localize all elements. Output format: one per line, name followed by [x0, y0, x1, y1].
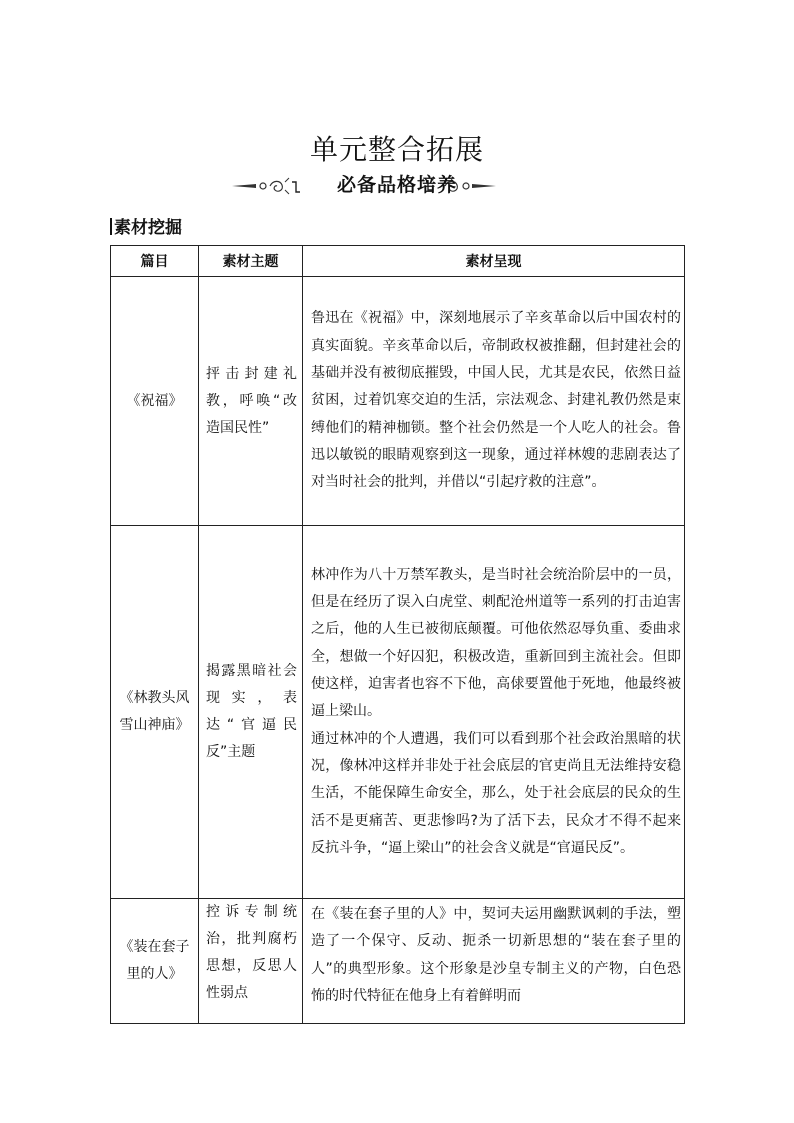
section-heading-label: 素材挖掘: [114, 218, 182, 238]
page-title: 单元整合拓展: [309, 133, 484, 166]
content-paragraph: 在《装在套子里的人》中，契诃夫运用幽默讽刺的手法，塑造了一个保守、反动、扼杀一切新思想的“装在套子里的人”的典型形象。这个形象是沙皇专制主义的产物，白色恐怖的时代特征在他身上有着鲜明而: [311, 906, 681, 1004]
section-banner: [0, 168, 794, 198]
work-cell: 《装在套子里的人》: [111, 899, 199, 1024]
table-header-row: [111, 246, 685, 277]
work-cell: 《祝福》: [111, 277, 199, 526]
banner-label: 必备品格培养: [336, 174, 457, 196]
header-work: 篇目: [111, 246, 199, 277]
header-theme: 素材主题: [199, 246, 303, 277]
section-heading: [110, 213, 182, 238]
table-row: [111, 526, 685, 899]
content-paragraph: 鲁迅在《祝福》中，深刻地展示了辛亥革命以后中国农村的真实面貌。辛亥革命以后，帝制政权被推翻，但封建社会的基础并没有被彻底摧毁，中国人民，尤其是农民，依然日益贫困，过着饥寒交迫的生活，宗法观念、封建礼教仍然是束缚他们的精神枷锁。整个社会仍然是一个人吃人的社会。鲁迅以敏锐的眼睛观察到这一现象，通过祥林嫂的悲剧表达了对当时社会的批判，并借以“引起疗救的注意”。: [311, 310, 681, 491]
theme-cell: 控诉专制统治，批判腐朽思想，反思人性弱点: [199, 899, 303, 1024]
header-content: 素材呈现: [303, 246, 685, 277]
content-cell: [303, 899, 685, 1024]
table-row: [111, 899, 685, 1024]
work-cell: 《林教头风雪山神庙》: [111, 526, 199, 899]
content-paragraph: 通过林冲的个人遭遇，我们可以看到那个社会政治黑暗的状况，像林冲这样并非处于社会底层的官吏尚且无法维持安稳生活，不能保障生命安全，那么，处于社会底层的民众的生活不是更痛苦、更悲惨吗?为了活下去，民众才不得不起来反抗斗争，“逼上梁山”的社会含义就是“官逼民反”。: [311, 730, 681, 856]
theme-cell: 抨击封建礼教，呼唤“改造国民性”: [199, 277, 303, 526]
material-table: [110, 245, 685, 1024]
theme-cell: 揭露黑暗社会现实，表达“官逼民反”主题: [199, 526, 303, 899]
heading-mark: [110, 218, 112, 235]
content-paragraph: 林冲作为八十万禁军教头，是当时社会统治阶层中的一员，但是在经历了误入白虎堂、刺配沧州道等一系列的打击迫害之后，他的人生已被彻底颠覆。可他依然忍辱负重、委曲求全，想做一个好囚犯，积极改造，重新回到主流社会。但即使这样，迫害者也容不下他，高俅要置他于死地，他最终被逼上梁山。: [311, 566, 681, 720]
content-cell: [303, 277, 685, 526]
content-cell: [303, 526, 685, 899]
table-row: [111, 277, 685, 526]
